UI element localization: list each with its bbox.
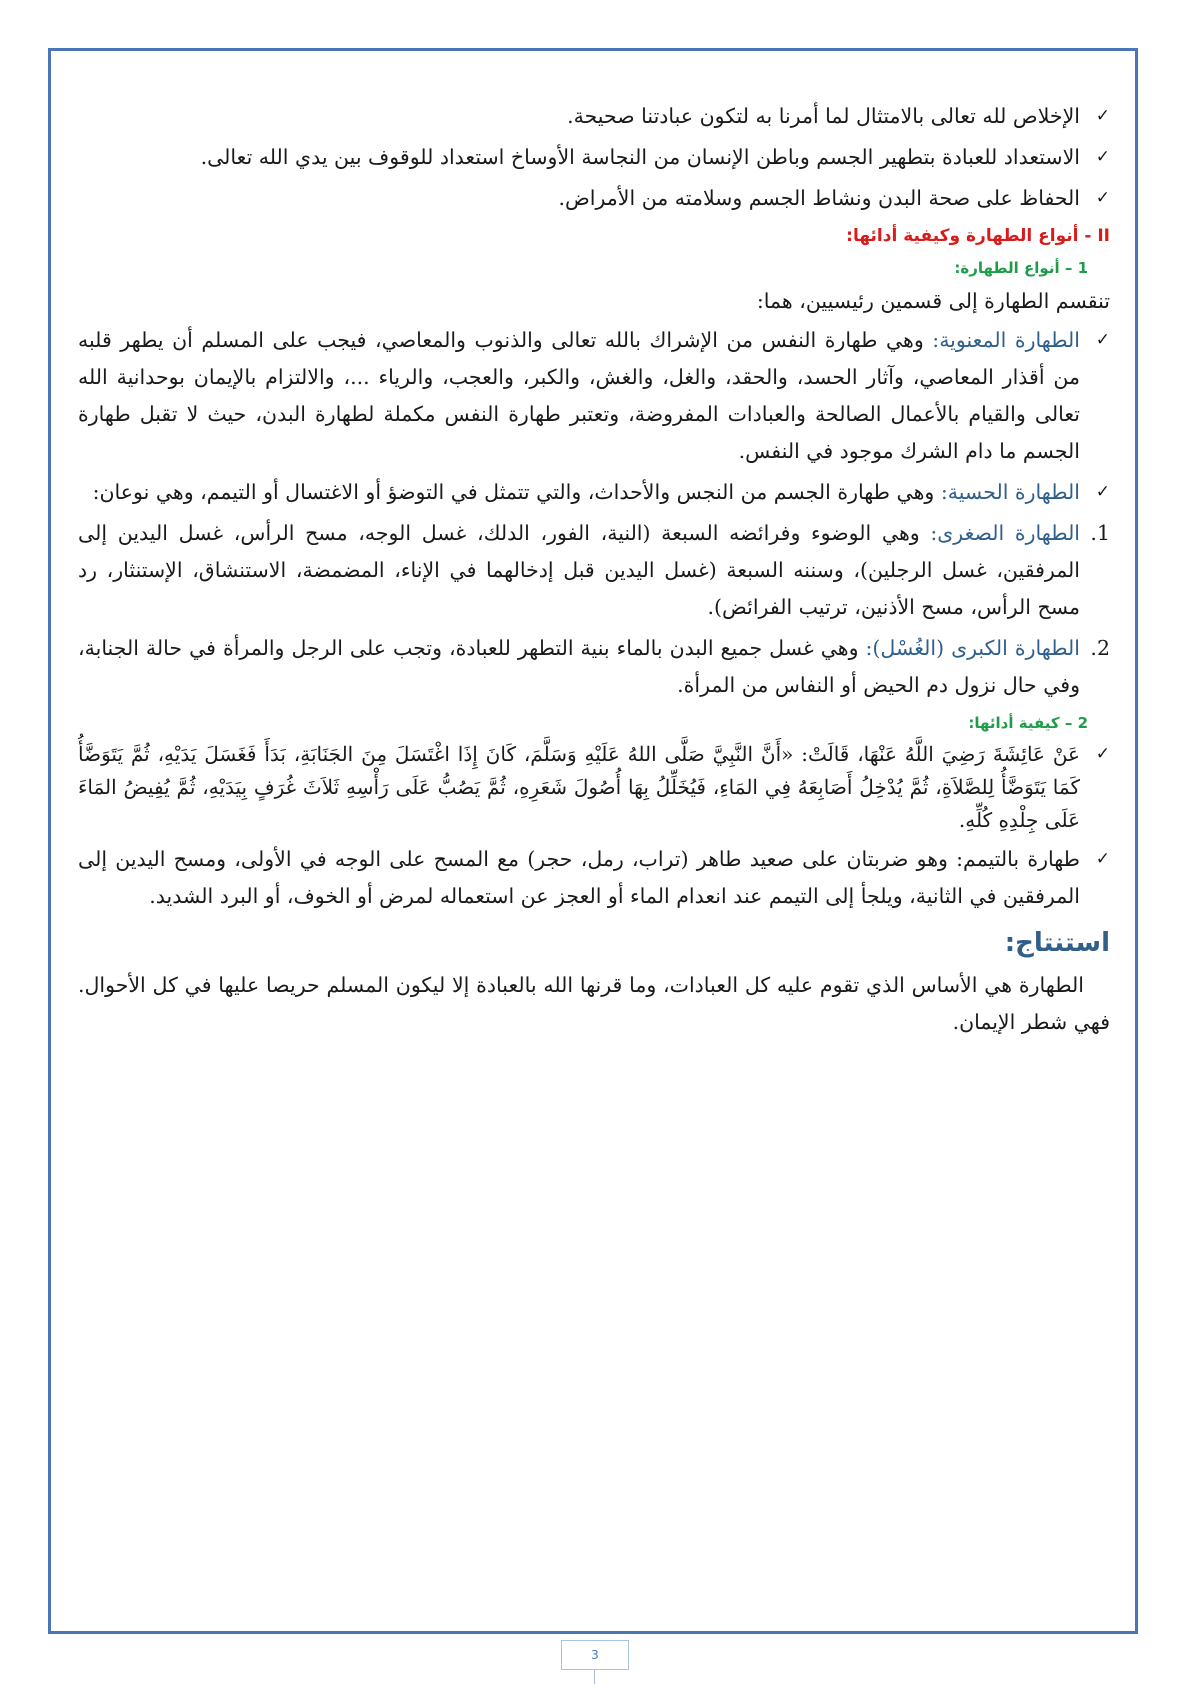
paragraph: تنقسم الطهارة إلى قسمين رئيسيين، هما:: [756, 289, 1110, 313]
hadith-item: ✓ عَنْ عَائِشَةَ رَضِيَ اللَّهُ عَنْهَا، قَالَتْ: «أَنَّ النَّبِيَّ صَلَّى اللهُ عَلَيْهِ وَسَلَّمَ، كَانَ إِذَا اغْتَسَلَ مِنَ الجَنَابَةِ، بَدَأَ فَغَسَلَ يَدَيْهِ، ثُمَّ يَتَوَضَّأُ كَمَا يَتَوَضَّأُ لِلصَّلاَةِ، ثُمَّ يُدْخِلُ أَصَابِعَهُ فِي المَاءِ، فَيُخَلِّلُ بِهَا أُصُولَ شَعَرِهِ، ثُمَّ يَصُبُّ عَلَى رَأْسِهِ ثَلاَثَ غُرَفٍ بِيَدَيْهِ، ثُمَّ يُفِيضُ المَاءَ عَلَى جِلْدِهِ كُلِّهِ.: [78, 738, 1110, 837]
list-item: ✓ الحفاظ على صحة البدن ونشاط الجسم وسلامته من الأمراض.: [78, 180, 1110, 217]
check-icon: ✓: [1095, 849, 1110, 869]
check-icon: ✓: [1095, 106, 1110, 126]
section-heading: II - أنواع الطهارة وكيفية أدائها:: [846, 226, 1110, 246]
term-description: وهي طهارة الجسم من النجس والأحداث، والتي تتمثل في التوضؤ أو الاغتسال أو التيمم، وهي نوعان:: [92, 480, 941, 504]
check-icon: ✓: [1095, 330, 1110, 350]
check-icon: ✓: [1095, 482, 1110, 502]
term-description: وهي الوضوء وفرائضه السبعة (النية، الفور، الدلك، غسل الوجه، مسح الرأس، غسل اليدين إلى المرفقين، غسل الرجلين)، وسننه السبعة (غسل اليدين قبل إدخالهما في الإناء، المضمضة، الاستنشاق، الإستنثار، رد مسح الرأس، مسح الأذنين، ترتيب الفرائض).: [78, 521, 1080, 619]
check-icon: ✓: [1095, 147, 1110, 167]
numbered-item: [78, 515, 1110, 626]
list-item: ✓ الإخلاص لله تعالى بالامتثال لما أمرنا به لتكون عبادتنا صحيحة.: [78, 98, 1110, 135]
list-item: [78, 474, 1110, 511]
check-icon: ✓: [1095, 188, 1110, 208]
item-number: 2.: [1090, 636, 1110, 660]
check-icon: ✓: [1095, 744, 1110, 764]
term-label: الطهارة الكبرى (الغُسْل):: [865, 636, 1080, 660]
page-number-tick: [594, 1670, 595, 1684]
term-label: الطهارة المعنوية:: [932, 328, 1080, 352]
term-label: الطهارة الصغرى:: [930, 521, 1081, 545]
list-item: [78, 322, 1110, 470]
subsection-heading: 2 – كيفية أدائها:: [968, 714, 1088, 732]
list-item: ✓ طهارة بالتيمم: وهو ضربتان على صعيد طاهر (تراب، رمل، حجر) مع المسح على الوجه في الأولى، ومسح اليدين إلى المرفقين في الثانية، ويلجأ إلى التيمم عند انعدام الماء أو العجز عن استعماله لمرض أو الخوف، أو البرد الشديد.: [78, 841, 1110, 915]
term-description: وهي طهارة النفس من الإشراك بالله تعالى والذنوب والمعاصي، فيجب على المسلم أن يطهر قلبه من أقذار المعاصي، وآثار الحسد، والحقد، والغل، والغش، والكبر، والعجب، والرياء ...، والالتزام بالإيمان بوحدانية الله تعالى والقيام بالأعمال الصالحة والعبادات المفروضة، وتعتبر طهارة النفس مكملة لطهارة البدن، حيث لا تقبل طهارة الجسم ما دام الشرك موجود في النفس.: [78, 328, 1080, 463]
page-number: 3: [561, 1640, 629, 1670]
list-item: ✓ الاستعداد للعبادة بتطهير الجسم وباطن الإنسان من النجاسة الأوساخ استعداد للوقوف بين يدي الله تعالى.: [78, 139, 1110, 176]
item-number: 1.: [1090, 521, 1110, 545]
term-description: وهي غسل جميع البدن بالماء بنية التطهر للعبادة، وتجب على الرجل والمرأة في حالة الجنابة، وفي حال نزول دم الحيض أو النفاس من المرأة.: [78, 636, 1080, 697]
numbered-item: [78, 630, 1110, 704]
conclusion-paragraph: الطهارة هي الأساس الذي تقوم عليه كل العبادات، وما قرنها الله بالعبادة إلا ليكون المسلم حريصا عليها في كل الأحوال. فهي شطر الإيمان.: [78, 973, 1110, 1034]
document-body: [78, 98, 1110, 1043]
term-label: الطهارة الحسية:: [940, 480, 1080, 504]
subsection-heading: 1 – أنواع الطهارة:: [954, 259, 1088, 277]
conclusion-heading: استنتاج:: [1004, 928, 1110, 958]
